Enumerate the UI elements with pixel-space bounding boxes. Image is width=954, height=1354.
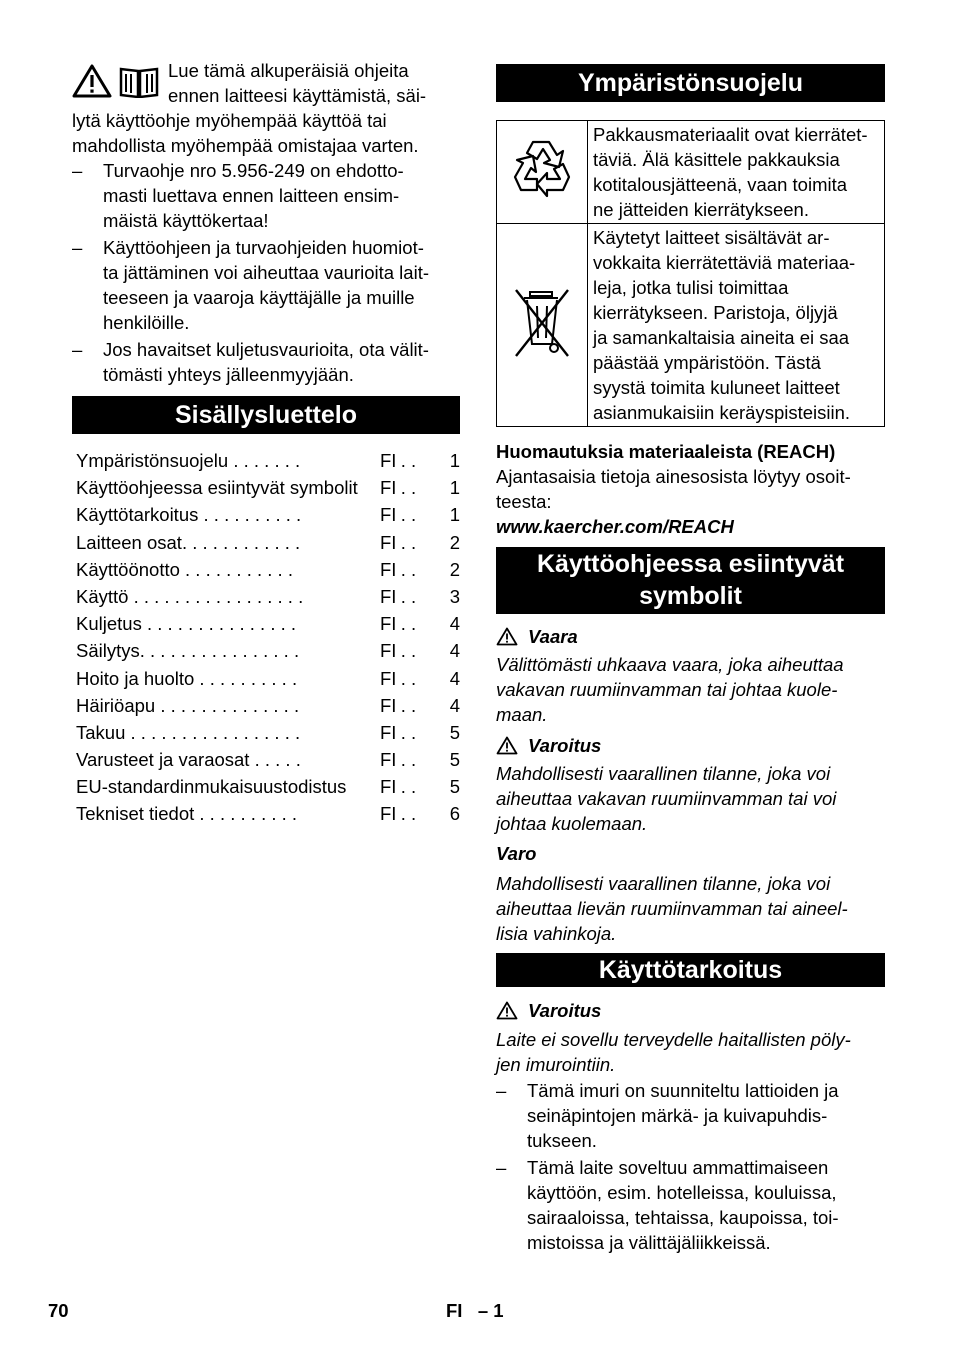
list-item-line: mistoissa ja välittäjäliikkeissä. — [527, 1232, 771, 1253]
text-line: kotitalousjätteenä, vaan toimita — [593, 174, 848, 195]
list-item — [72, 337, 460, 387]
toc-entry-page: 6 — [449, 803, 460, 825]
toc-entry-page: 3 — [449, 585, 460, 607]
warning-text: aiheuttaa vakavan ruumiinvamman tai voi — [496, 788, 837, 809]
recycle-cell — [497, 121, 588, 224]
reach-text-line: teesta: — [496, 491, 552, 512]
toc-row[interactable] — [72, 557, 460, 584]
bin-cell — [497, 224, 588, 427]
intro-line: ennen laitteesi käyttämistä, säi- — [168, 85, 427, 106]
intro-line: mahdollista myöhempää omistajaa varten. — [72, 135, 419, 156]
toc-entry-lang: FI . . — [380, 531, 417, 553]
danger-text: Välittömästi uhkaava vaara, joka aiheuttaa — [496, 654, 844, 675]
toc-entry-lang: FI . . — [380, 803, 417, 825]
toc-entry-title: Varusteet ja varaosat . . . . . — [76, 749, 301, 771]
toc-entry-title: Kuljetus . . . . . . . . . . . . . . . — [76, 613, 297, 635]
warning-text: johtaa kuolemaan. — [496, 813, 648, 834]
list-item-line: tömästi yhteys jälleenmyyjään. — [103, 364, 354, 385]
symbols-heading-line: Käyttöohjeessa esiintyvät — [536, 550, 845, 578]
toc-entry-title: Hoito ja huolto . . . . . . . . . . — [76, 667, 298, 689]
caution-text: lisia vahinkoja. — [496, 923, 617, 944]
toc-entry-lang: FI . . — [380, 558, 417, 580]
list-item-line: käyttöön, esim. hotelleissa, kouluissa, — [527, 1182, 837, 1203]
text-line: ne jätteiden kierrätykseen. — [593, 199, 809, 220]
recycle-icon — [505, 132, 579, 206]
list-item-line: ta jättäminen voi aiheuttaa vaurioita lait- — [103, 262, 429, 283]
page-number: 70 — [48, 1300, 69, 1321]
warning-triangle-icon — [496, 1001, 518, 1020]
list-item-line: sairaaloissa, tehtaissa, kaupoissa, toi- — [527, 1207, 839, 1228]
intro-bullets — [72, 158, 460, 387]
section-page-label: FI – 1 — [446, 1300, 504, 1321]
caution-text: aiheuttaa lievän ruumiinvamman tai aineel- — [496, 898, 848, 919]
toc-entry-title: Käyttöohjeessa esiintyvät symbolit — [76, 477, 358, 499]
toc-entry-lang: FI . . — [380, 585, 417, 607]
warning-title — [496, 733, 885, 758]
warning-triangle-icon — [496, 627, 518, 646]
purpose-heading: Käyttötarkoitus — [496, 953, 885, 987]
warning-label: Varoitus — [528, 735, 602, 756]
toc-entry-page: 1 — [449, 504, 460, 526]
toc-entry-title: EU-standardinmukaisuustodistus — [76, 776, 347, 798]
warning-triangle-icon — [72, 64, 112, 98]
danger-text: maan. — [496, 704, 548, 725]
toc-entry-lang: FI . . — [380, 694, 417, 716]
toc-row[interactable] — [72, 747, 460, 774]
toc-row[interactable] — [72, 502, 460, 529]
caution-text: Mahdollisesti vaarallinen tilanne, joka voi — [496, 873, 831, 894]
toc-entry-lang: FI . . — [380, 613, 417, 635]
intro-notice — [72, 58, 460, 158]
warning-triangle-icon — [496, 736, 518, 755]
warning-text: Mahdollisesti vaarallinen tilanne, joka voi — [496, 763, 831, 784]
toc-entry-lang: FI . . — [380, 749, 417, 771]
reach-link[interactable]: www.kaercher.com/REACH — [496, 516, 734, 537]
toc-entry-page: 4 — [449, 640, 460, 662]
purpose-warning-text: jen imurointiin. — [496, 1054, 616, 1075]
toc-entry-title: Ympäristönsuojelu . . . . . . . — [76, 450, 301, 471]
purpose-warning-label: Varoitus — [528, 1000, 602, 1021]
list-item-line: – Turvaohje nro 5.956-249 on ehdotto- — [103, 160, 404, 181]
toc-row[interactable] — [72, 475, 460, 502]
toc-entry-page: 4 — [449, 667, 460, 689]
toc-entry-title: Käyttötarkoitus . . . . . . . . . . — [76, 504, 302, 526]
toc-row[interactable] — [72, 530, 460, 557]
toc-row[interactable] — [72, 774, 460, 801]
toc-row[interactable] — [72, 666, 460, 693]
list-item-line: henkilöille. — [103, 312, 190, 333]
toc-entry-lang: FI . . — [380, 504, 417, 526]
intro-icons — [72, 64, 160, 98]
purpose-warning-text: Laite ei sovellu terveydelle haitallisten pöly- — [496, 1029, 851, 1050]
toc-entry-page: 5 — [449, 721, 460, 743]
crossed-bin-icon — [510, 282, 574, 362]
list-item-line: seinäpintojen märkä- ja kuivapuhdis- — [527, 1105, 828, 1126]
toc-entry-title: Käyttöönotto . . . . . . . . . . . — [76, 558, 293, 580]
reach-title: Huomautuksia materiaaleista (REACH) — [496, 441, 836, 462]
table-row — [497, 224, 885, 427]
toc-entry-title: Laitteen osat. . . . . . . . . . . . — [76, 531, 301, 553]
list-item-line: mäistä käyttökertaa! — [103, 210, 269, 231]
text-line: ja samankaltaisia aineita ei saa — [593, 327, 850, 348]
toc-entry-page: 1 — [449, 450, 460, 471]
toc-entry-title: Käyttö . . . . . . . . . . . . . . . . . — [76, 585, 304, 607]
text-line: Käytetyt laitteet sisältävät ar- — [593, 227, 830, 248]
symbols-heading — [496, 547, 885, 614]
toc-entry-lang: FI . . — [380, 721, 417, 743]
toc-entry-title: Säilytys. . . . . . . . . . . . . . . . — [76, 640, 300, 662]
environment-heading: Ympäristönsuojelu — [496, 64, 885, 102]
toc-entry-lang: FI . . — [380, 640, 417, 662]
toc-entry-lang: FI . . — [380, 477, 417, 499]
toc-entry-lang: FI . . — [380, 667, 417, 689]
old-appliances-text — [588, 224, 885, 427]
purpose-bullets — [496, 1078, 885, 1255]
danger-text: vakavan ruumiinvamman tai johtaa kuole- — [496, 679, 838, 700]
text-line: asianmukaisiin keräyspisteisiin. — [593, 402, 851, 423]
toc-row[interactable] — [72, 720, 460, 747]
manual-book-icon — [118, 64, 160, 98]
list-item-line: – Käyttöohjeen ja turvaohjeiden huomiot- — [103, 237, 424, 258]
list-item-line: – Jos havaitset kuljetusvaurioita, ota välit- — [103, 339, 429, 360]
list-item — [72, 235, 460, 335]
toc-row[interactable] — [72, 638, 460, 665]
packaging-text — [588, 121, 885, 224]
text-line: vokkaita kierrätettäviä materiaa- — [593, 252, 856, 273]
intro-line: lytä käyttöohje myöhempää käyttöä tai — [72, 110, 387, 131]
toc-entry-title: Tekniset tiedot . . . . . . . . . . — [76, 803, 298, 825]
toc-entry-page: 5 — [449, 749, 460, 771]
toc-row[interactable] — [72, 611, 460, 638]
list-item-line: masti luettava ennen laitteen ensim- — [103, 185, 400, 206]
danger-title — [496, 624, 885, 649]
text-line: syystä toimita kuluneet laitteet — [593, 377, 840, 398]
danger-label: Vaara — [528, 626, 578, 647]
toc-entry-lang: FI . . — [380, 776, 417, 798]
toc-row[interactable] — [72, 801, 460, 828]
list-item-line: – Tämä imuri on suunniteltu lattioiden ja — [527, 1080, 839, 1101]
left-column — [72, 58, 460, 829]
list-item-line: teeseen ja vaaroja käyttäjälle ja muille — [103, 287, 415, 308]
table-row — [497, 121, 885, 224]
toc-entry-page: 2 — [449, 531, 460, 553]
toc-entry-title: Häiriöapu . . . . . . . . . . . . . . — [76, 694, 300, 716]
text-line: kierrätykseen. Paristoja, öljyjä — [593, 302, 838, 323]
list-item-line: tukseen. — [527, 1130, 597, 1151]
toc-row[interactable] — [72, 448, 460, 475]
list-item — [72, 158, 460, 233]
intro-first-line: Lue tämä alkuperäisiä ohjeita — [168, 60, 409, 81]
text-line: Pakkausmateriaalit ovat kierrätet- — [593, 124, 868, 145]
toc-entry-page: 5 — [449, 776, 460, 798]
caution-label: Varo — [496, 843, 537, 864]
text-line: leja, jotka tulisi toimittaa — [593, 277, 789, 298]
text-line: täviä. Älä käsittele pakkauksia — [593, 149, 840, 170]
table-of-contents — [72, 448, 460, 829]
toc-entry-page: 2 — [449, 558, 460, 580]
list-item — [496, 1078, 885, 1153]
toc-entry-title: Takuu . . . . . . . . . . . . . . . . . — [76, 721, 301, 743]
toc-entry-page: 4 — [449, 613, 460, 635]
environment-table — [496, 120, 885, 427]
reach-text-line: Ajantasaisia tietoja ainesosista löytyy osoit- — [496, 466, 851, 487]
symbols-heading-line: symbolit — [639, 582, 742, 610]
toc-row[interactable] — [72, 584, 460, 611]
toc-entry-lang: FI . . — [380, 450, 417, 471]
toc-heading: Sisällysluettelo — [72, 396, 460, 434]
text-line: päästää ympäristöön. Tästä — [593, 352, 821, 373]
toc-entry-page: 4 — [449, 694, 460, 716]
purpose-warning-title — [496, 998, 885, 1023]
toc-row[interactable] — [72, 693, 460, 720]
right-column — [496, 58, 885, 1255]
list-item-line: – Tämä laite soveltuu ammattimaiseen — [527, 1157, 829, 1178]
list-item — [496, 1155, 885, 1255]
toc-entry-page: 1 — [449, 477, 460, 499]
